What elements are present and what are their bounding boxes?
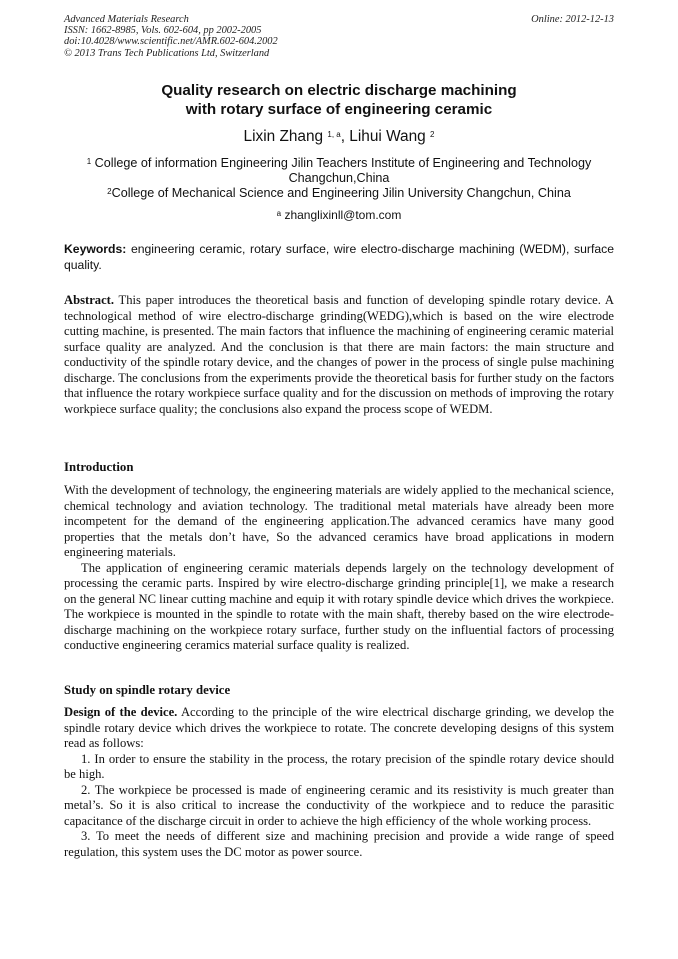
author-affiliation-mark: 2 xyxy=(430,130,435,139)
section-heading-introduction: Introduction xyxy=(64,460,134,474)
list-item: 1. In order to ensure the stability in the process, the rotary precision of the spindle rotary device should be high. xyxy=(64,751,614,781)
affiliation-text: College of information Engineering Jilin Teachers Institute of Engineering and Technology xyxy=(94,156,592,170)
doi-line: doi:10.4028/www.scientific.net/AMR.602-604.2002 xyxy=(64,36,278,48)
study-body xyxy=(64,705,614,860)
copyright-line: © 2013 Trans Tech Publications Ltd, Switzerland xyxy=(64,47,270,59)
paragraph: The application of engineering ceramic materials depends largely on the technology development of processing the ceramic parts. Inspired by wire electro-discharge grinding principle[1], we make a research on the general NC linear cutting machine and equip it with rotary spindle device which drives the workpiece. The workpiece is mounted in the spindle to rotate with the main shaft, thereby based on the wire electrode-discharge machining on the workpiece rotary surface, further study on the influential factors of processing conductive engineering ceramics material surface quality is realized. xyxy=(64,560,614,652)
keywords-label: Keywords: xyxy=(64,242,127,256)
email-line xyxy=(64,208,614,223)
journal-name: Advanced Materials Research xyxy=(64,14,189,25)
list-item: 2. The workpiece be processed is made of engineering ceramic and its resistivity is much greater than metal’s. So it is also critical to increase the conductivity of the workpiece and to reduce the parasitic capacitance of the discharge circuit in order to achieve the high efficiency of the whole working process. xyxy=(64,782,614,828)
email-mark: a xyxy=(276,209,282,218)
section-heading-study: Study on spindle rotary device xyxy=(64,683,231,697)
author-name: Lihui Wang xyxy=(349,128,426,145)
subsection-label: Design of the device. xyxy=(64,705,178,719)
author-list xyxy=(64,128,614,146)
affiliation-2 xyxy=(64,186,614,201)
title-line-1: Quality research on electric discharge machining xyxy=(161,82,517,99)
online-date: Online: 2012-12-13 xyxy=(531,14,614,25)
affiliation-mark: 2 xyxy=(107,187,112,196)
author-name: Lixin Zhang xyxy=(243,128,324,145)
author-separator: , xyxy=(340,128,350,145)
affiliation-mark: 1 xyxy=(86,157,92,166)
paragraph: According to the principle of the wire electrical discharge grinding, we develop the spindle rotary device which drives the workpiece to rotate. The concrete developing designs of this system read as follows: xyxy=(64,705,614,750)
keywords-text: engineering ceramic, rotary surface, wire electro-discharge machining (WEDM), surface quality. xyxy=(64,242,614,272)
issn-line: ISSN: 1662-8985, Vols. 602-604, pp 2002-2005 xyxy=(64,25,262,37)
list-item: 3. To meet the needs of different size and machining precision and provide a wide range of speed regulation, this system uses the DC motor as power source. xyxy=(64,829,614,859)
affiliation-1 xyxy=(64,156,614,186)
paragraph: With the development of technology, the engineering materials are widely applied to the mechanical science, chemical technology and aviation technology. The traditional metal materials have already been more incompetent for the demand of the engineering application.The advanced ceramics have many good properties that the metals don’t have, So the advanced ceramics have broad applications in modern engineering materials. xyxy=(64,483,614,559)
affiliation-text: College of Mechanical Science and Engineering Jilin University Changchun, China xyxy=(111,186,571,200)
email-address: zhanglixinll@tom.com xyxy=(284,208,402,222)
affiliation-text: Changchun,China xyxy=(288,171,390,185)
keywords xyxy=(64,242,614,273)
abstract-label: Abstract. xyxy=(64,293,115,307)
abstract-text: This paper introduces the theoretical basis and function of developing spindle rotary device. A technological method of wire electro-discharge grinding(WEDG),which is based on the wire electrode cutting machine, is presented. The main factors that influence the machining of engineering ceramic material surface quality are analyzed. And the conclusion is that there are main factors: the main structure and conductivity of the spindle rotary device, and the changes of power in the process of single pulse machining discharge. The conclusions from the experiments provide the theoretical basis for further study on the factors that influence the rotary workpiece surface quality and for the discussion on methods of improving the rotary workpiece surface quality; the conclusions also expand the process scope of WEDM. xyxy=(64,293,614,416)
journal-header xyxy=(64,14,278,59)
title-line-2: with rotary surface of engineering ceramic xyxy=(185,101,493,118)
introduction-body xyxy=(64,483,614,654)
author-affiliation-mark: 1, a xyxy=(327,130,341,139)
paper-title xyxy=(64,81,614,119)
abstract xyxy=(64,293,614,417)
